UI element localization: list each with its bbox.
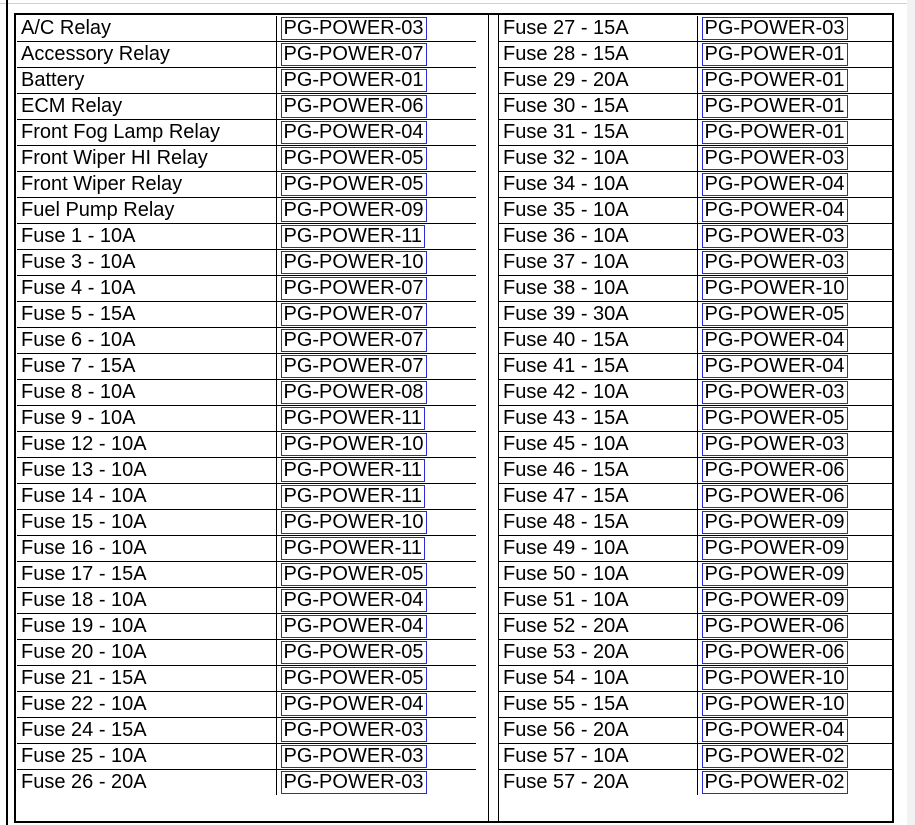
reference-cell [276, 354, 476, 380]
component-name: Fuse 18 - 10A [17, 588, 276, 614]
component-name: Fuse 19 - 10A [17, 614, 276, 640]
table-row [17, 198, 476, 224]
page-reference-link[interactable]: PG-POWER-03 [702, 433, 848, 456]
component-name: Fuse 41 - 15A [499, 354, 697, 380]
component-name: Fuse 34 - 10A [499, 172, 697, 198]
reference-cell [697, 640, 893, 666]
page-reference-link[interactable]: PG-POWER-10 [702, 277, 848, 300]
table-row [499, 250, 893, 276]
component-name: Fuse 50 - 10A [499, 562, 697, 588]
page-left-border [6, 0, 8, 825]
table-row [17, 718, 476, 744]
component-name: Fuel Pump Relay [17, 198, 276, 224]
page-reference-link[interactable]: PG-POWER-11 [281, 407, 426, 430]
reference-cell [697, 68, 893, 94]
reference-cell [276, 328, 476, 354]
component-name: Fuse 21 - 15A [17, 666, 276, 692]
page-reference-link[interactable]: PG-POWER-09 [702, 563, 848, 586]
table-row [17, 536, 476, 562]
reference-cell [697, 614, 893, 640]
table-row [17, 276, 476, 302]
component-name: Fuse 15 - 10A [17, 510, 276, 536]
component-name: Fuse 54 - 10A [499, 666, 697, 692]
table-row [17, 354, 476, 380]
reference-cell [697, 458, 893, 484]
table-row [499, 354, 893, 380]
page-reference-link[interactable]: PG-POWER-05 [281, 147, 427, 170]
component-name: Fuse 27 - 15A [499, 16, 697, 42]
table-row [17, 16, 476, 42]
component-name: Fuse 9 - 10A [17, 406, 276, 432]
page-reference-link[interactable]: PG-POWER-04 [281, 615, 427, 638]
table-row [17, 744, 476, 770]
reference-cell [697, 562, 893, 588]
page-reference-link[interactable]: PG-POWER-04 [702, 355, 848, 378]
reference-cell [276, 536, 476, 562]
table-row [17, 380, 476, 406]
component-name: Fuse 35 - 10A [499, 198, 697, 224]
table-row [17, 484, 476, 510]
table-row [17, 588, 476, 614]
page-reference-link[interactable]: PG-POWER-05 [281, 563, 427, 586]
component-name: Fuse 37 - 10A [499, 250, 697, 276]
component-name: ECM Relay [17, 94, 276, 120]
table-row [499, 406, 893, 432]
table-row [17, 770, 476, 796]
component-name: Fuse 7 - 15A [17, 354, 276, 380]
table-row [17, 302, 476, 328]
page-reference-link[interactable]: PG-POWER-03 [281, 719, 427, 742]
component-name: Fuse 3 - 10A [17, 250, 276, 276]
component-name: Fuse 20 - 10A [17, 640, 276, 666]
page-reference-link[interactable]: PG-POWER-04 [702, 199, 848, 222]
top-divider [0, 3, 915, 4]
page-reference-link[interactable]: PG-POWER-07 [281, 355, 427, 378]
table-row [17, 614, 476, 640]
component-name: Fuse 38 - 10A [499, 276, 697, 302]
reference-cell [697, 328, 893, 354]
page-reference-link[interactable]: PG-POWER-02 [702, 745, 848, 768]
table-row [499, 328, 893, 354]
reference-cell [276, 588, 476, 614]
page-reference-link[interactable]: PG-POWER-03 [702, 17, 848, 40]
page-reference-link[interactable]: PG-POWER-05 [281, 173, 427, 196]
table-row [499, 432, 893, 458]
reference-cell [697, 172, 893, 198]
table-row [499, 380, 893, 406]
page-reference-link[interactable]: PG-POWER-06 [702, 459, 848, 482]
component-name: Fuse 46 - 15A [499, 458, 697, 484]
component-name: Fuse 14 - 10A [17, 484, 276, 510]
page-reference-link[interactable]: PG-POWER-02 [702, 771, 848, 794]
page-reference-link[interactable]: PG-POWER-10 [702, 693, 848, 716]
reference-cell [276, 432, 476, 458]
reference-cell [276, 198, 476, 224]
component-name: Fuse 25 - 10A [17, 744, 276, 770]
table-row [499, 302, 893, 328]
left-index-column [17, 16, 476, 795]
component-name: Fuse 55 - 15A [499, 692, 697, 718]
page-reference-link[interactable]: PG-POWER-09 [281, 199, 427, 222]
reference-cell [276, 276, 476, 302]
reference-cell [697, 120, 893, 146]
reference-cell [697, 666, 893, 692]
page-reference-link[interactable]: PG-POWER-06 [702, 485, 848, 508]
component-name: Fuse 24 - 15A [17, 718, 276, 744]
reference-cell [697, 146, 893, 172]
page-reference-link[interactable]: PG-POWER-03 [281, 745, 427, 768]
page-reference-link[interactable]: PG-POWER-01 [702, 43, 848, 66]
page-reference-link[interactable]: PG-POWER-11 [281, 537, 426, 560]
component-name: Fuse 17 - 15A [17, 562, 276, 588]
page-reference-link[interactable]: PG-POWER-06 [702, 615, 848, 638]
component-name: A/C Relay [17, 16, 276, 42]
reference-cell [276, 120, 476, 146]
page-reference-link[interactable]: PG-POWER-03 [281, 771, 427, 794]
table-row [499, 16, 893, 42]
component-name: Fuse 43 - 15A [499, 406, 697, 432]
reference-cell [276, 562, 476, 588]
reference-cell [276, 94, 476, 120]
page-reference-link[interactable]: PG-POWER-03 [702, 147, 848, 170]
page-reference-link[interactable]: PG-POWER-07 [281, 277, 427, 300]
component-name: Front Wiper Relay [17, 172, 276, 198]
reference-cell [697, 224, 893, 250]
table-row [499, 666, 893, 692]
component-name: Fuse 45 - 10A [499, 432, 697, 458]
page-reference-link[interactable]: PG-POWER-03 [702, 251, 848, 274]
table-row [17, 94, 476, 120]
table-row [17, 68, 476, 94]
component-name: Fuse 39 - 30A [499, 302, 697, 328]
component-name: Fuse 30 - 15A [499, 94, 697, 120]
reference-cell [697, 406, 893, 432]
reference-cell [276, 484, 476, 510]
table-row [17, 406, 476, 432]
page-reference-link[interactable]: PG-POWER-04 [702, 329, 848, 352]
page-reference-link[interactable]: PG-POWER-08 [281, 381, 427, 404]
table-row [499, 68, 893, 94]
component-name: Fuse 28 - 15A [499, 42, 697, 68]
reference-cell [697, 302, 893, 328]
reference-cell [697, 718, 893, 744]
reference-cell [276, 666, 476, 692]
page-reference-link[interactable]: PG-POWER-01 [702, 121, 848, 144]
component-name: Fuse 16 - 10A [17, 536, 276, 562]
page-reference-link[interactable]: PG-POWER-03 [702, 225, 848, 248]
table-row [17, 640, 476, 666]
reference-cell [276, 770, 476, 796]
component-name: Fuse 57 - 10A [499, 744, 697, 770]
component-name: Fuse 22 - 10A [17, 692, 276, 718]
page-reference-link[interactable]: PG-POWER-05 [702, 407, 848, 430]
table-row [499, 94, 893, 120]
page-reference-link[interactable]: PG-POWER-04 [702, 173, 848, 196]
table-row [17, 562, 476, 588]
table-row [499, 484, 893, 510]
table-row [499, 588, 893, 614]
reference-cell [697, 692, 893, 718]
right-index-column [499, 16, 893, 795]
component-name: Fuse 5 - 15A [17, 302, 276, 328]
reference-cell [697, 380, 893, 406]
table-row [499, 718, 893, 744]
table-row [499, 744, 893, 770]
reference-cell [276, 640, 476, 666]
component-name: Fuse 48 - 15A [499, 510, 697, 536]
column-gap-left-rule [488, 15, 489, 821]
table-row [17, 328, 476, 354]
component-name: Fuse 36 - 10A [499, 224, 697, 250]
table-row [499, 614, 893, 640]
reference-cell [276, 692, 476, 718]
reference-cell [697, 484, 893, 510]
table-row [17, 510, 476, 536]
table-row [499, 458, 893, 484]
component-name: Fuse 12 - 10A [17, 432, 276, 458]
reference-cell [276, 68, 476, 94]
reference-cell [697, 510, 893, 536]
table-row [499, 42, 893, 68]
page-reference-link[interactable]: PG-POWER-11 [281, 485, 426, 508]
table-row [17, 42, 476, 68]
page-reference-link[interactable]: PG-POWER-06 [702, 641, 848, 664]
table-row [17, 666, 476, 692]
page-reference-link[interactable]: PG-POWER-10 [281, 511, 427, 534]
reference-cell [697, 744, 893, 770]
reference-cell [697, 250, 893, 276]
reference-cell [276, 16, 476, 42]
reference-cell [276, 614, 476, 640]
component-name: Front Fog Lamp Relay [17, 120, 276, 146]
reference-cell [276, 146, 476, 172]
reference-cell [697, 16, 893, 42]
reference-cell [697, 198, 893, 224]
page-reference-link[interactable]: PG-POWER-05 [281, 641, 427, 664]
component-name: Fuse 26 - 20A [21, 771, 147, 794]
table-row [499, 770, 893, 796]
page-reference-link[interactable]: PG-POWER-11 [281, 459, 426, 482]
table-row [499, 120, 893, 146]
component-name: Fuse 42 - 10A [499, 380, 697, 406]
page-reference-link[interactable]: PG-POWER-04 [702, 719, 848, 742]
component-name: Fuse 13 - 10A [17, 458, 276, 484]
component-name: Fuse 1 - 10A [17, 224, 276, 250]
component-name: Fuse 52 - 20A [499, 614, 697, 640]
page-reference-link[interactable]: PG-POWER-07 [281, 303, 427, 326]
table-row [499, 172, 893, 198]
reference-cell [276, 172, 476, 198]
reference-cell [276, 380, 476, 406]
table-row [499, 198, 893, 224]
reference-cell [276, 718, 476, 744]
table-row [499, 692, 893, 718]
page-reference-link[interactable]: PG-POWER-04 [281, 121, 427, 144]
reference-cell [697, 588, 893, 614]
reference-cell [276, 744, 476, 770]
component-name: Fuse 40 - 15A [499, 328, 697, 354]
table-row [17, 432, 476, 458]
page-reference-link[interactable]: PG-POWER-10 [281, 251, 427, 274]
component-name: Fuse 57 - 20A [503, 771, 629, 794]
component-name: Front Wiper HI Relay [17, 146, 276, 172]
reference-cell [276, 406, 476, 432]
page-reference-link[interactable]: PG-POWER-01 [702, 69, 848, 92]
page-reference-link[interactable]: PG-POWER-03 [281, 17, 427, 40]
page-reference-link[interactable]: PG-POWER-03 [702, 381, 848, 404]
component-name: Fuse 32 - 10A [499, 146, 697, 172]
table-row [17, 172, 476, 198]
table-row [499, 640, 893, 666]
table-row [17, 458, 476, 484]
reference-cell [697, 432, 893, 458]
component-name: Fuse 47 - 15A [499, 484, 697, 510]
reference-cell [697, 354, 893, 380]
component-name: Fuse 49 - 10A [499, 536, 697, 562]
reference-cell [276, 510, 476, 536]
table-row [499, 224, 893, 250]
page-reference-link[interactable]: PG-POWER-06 [281, 95, 427, 118]
power-index-table [14, 13, 894, 823]
scrollbar-track[interactable] [907, 0, 915, 825]
page-reference-link[interactable]: PG-POWER-01 [702, 95, 848, 118]
page-reference-link[interactable]: PG-POWER-04 [281, 693, 427, 716]
reference-cell [276, 250, 476, 276]
reference-cell [697, 276, 893, 302]
component-name: Fuse 4 - 10A [17, 276, 276, 302]
page-reference-link[interactable]: PG-POWER-09 [702, 537, 848, 560]
component-name: Fuse 31 - 15A [499, 120, 697, 146]
component-name: Fuse 51 - 10A [499, 588, 697, 614]
component-name: Fuse 53 - 20A [499, 640, 697, 666]
table-row [499, 562, 893, 588]
table-row [499, 146, 893, 172]
page-reference-link[interactable]: PG-POWER-10 [702, 667, 848, 690]
page-reference-link[interactable]: PG-POWER-05 [281, 667, 427, 690]
table-row [17, 224, 476, 250]
table-row [17, 692, 476, 718]
table-row [17, 250, 476, 276]
reference-cell [697, 42, 893, 68]
page-reference-link[interactable]: PG-POWER-01 [281, 69, 427, 92]
table-row [17, 146, 476, 172]
reference-cell [276, 302, 476, 328]
component-name: Fuse 8 - 10A [17, 380, 276, 406]
reference-cell [697, 536, 893, 562]
page-reference-link[interactable]: PG-POWER-11 [281, 225, 426, 248]
table-row [499, 276, 893, 302]
page-reference-link[interactable]: PG-POWER-07 [281, 43, 427, 66]
reference-cell [697, 94, 893, 120]
component-name: Fuse 6 - 10A [17, 328, 276, 354]
component-name: Fuse 29 - 20A [499, 68, 697, 94]
component-name: Fuse 56 - 20A [499, 718, 697, 744]
page-reference-link[interactable]: PG-POWER-09 [702, 589, 848, 612]
reference-cell [697, 770, 893, 796]
reference-cell [276, 458, 476, 484]
page-reference-link[interactable]: PG-POWER-09 [702, 511, 848, 534]
component-name: Battery [17, 68, 276, 94]
reference-cell [276, 42, 476, 68]
table-row [499, 536, 893, 562]
table-row [499, 510, 893, 536]
table-row [17, 120, 476, 146]
page-reference-link[interactable]: PG-POWER-10 [281, 433, 427, 456]
page-reference-link[interactable]: PG-POWER-07 [281, 329, 427, 352]
component-name: Accessory Relay [17, 42, 276, 68]
page-reference-link[interactable]: PG-POWER-04 [281, 589, 427, 612]
reference-cell [276, 224, 476, 250]
page-reference-link[interactable]: PG-POWER-05 [702, 303, 848, 326]
